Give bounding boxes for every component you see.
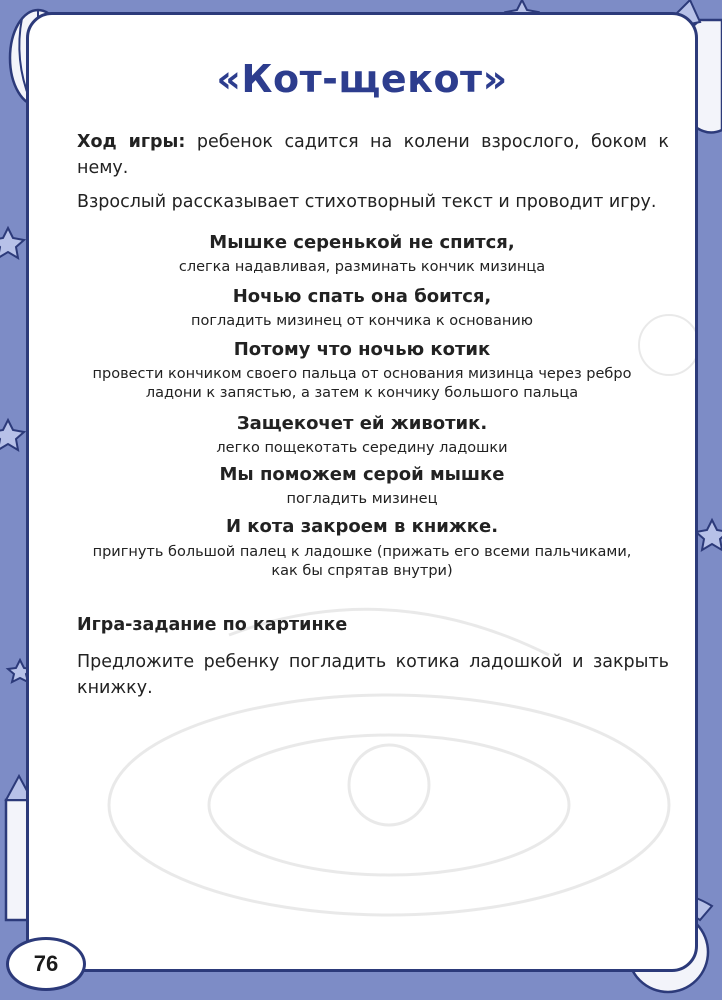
- verse-line-5: Мы поможем серой мышке: [219, 464, 505, 485]
- verse-action-6a: пригнуть большой палец к ладошке (прижать его всеми пальчиками,: [92, 544, 632, 560]
- verse-line-4: Защекочет ей животик.: [236, 413, 488, 434]
- verse-action-1: слегка надавливая, разминать кончик мизинца: [178, 259, 546, 275]
- page-title: «Кот-щекот»: [216, 57, 508, 101]
- verse-line-2: Ночью спать она боится,: [232, 286, 492, 307]
- intro-label: Ход игры:: [77, 132, 186, 152]
- page-number: 76: [6, 937, 86, 991]
- verse-line-3: Потому что ночью котик: [233, 339, 491, 360]
- verse-action-2: погладить мизинец от кончика к основанию: [191, 313, 533, 329]
- intro-paragraph: [77, 129, 669, 181]
- verse-action-3a: провести кончиком своего пальца от основания мизинца через ребро: [92, 366, 632, 382]
- verse-action-3b: ладони к запястью, а затем к кончику большого пальца: [145, 385, 579, 401]
- intro-text-2: Взрослый рассказывает стихотворный текст и проводит игру.: [77, 192, 657, 212]
- task-heading: Игра-задание по картинке: [77, 615, 348, 635]
- verse-line-6: И кота закроем в книжке.: [225, 516, 499, 537]
- page-sheet: [26, 12, 698, 972]
- task-text: Предложите ребенку погладить котика ладошкой и закрыть книжку.: [77, 652, 669, 698]
- verse-line-1: Мышке серенькой не спится,: [209, 232, 515, 253]
- verse-action-6b: как бы спрятав внутри): [271, 563, 453, 579]
- intro-text: ребенок садится на колени взрослого, боком к нему.: [77, 132, 670, 178]
- verse-action-4: легко пощекотать середину ладошки: [216, 440, 508, 456]
- verse-action-5: погладить мизинец: [286, 491, 438, 507]
